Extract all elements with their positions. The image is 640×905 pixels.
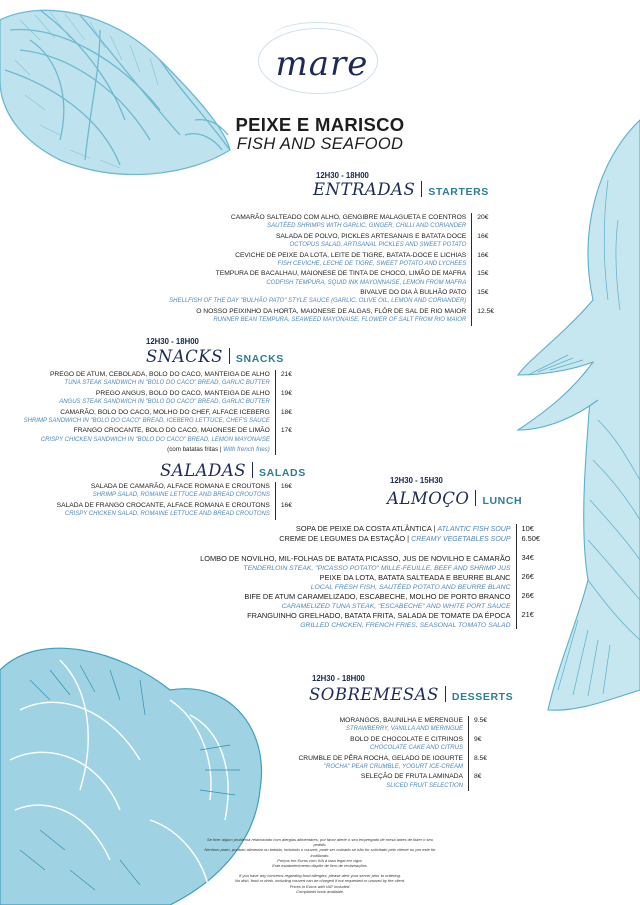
menu-item-en: FISH CEVICHE, LECHE DE TIGRE, SWEET POTATO AND LYCHEES bbox=[277, 260, 467, 267]
saladas-title-en: SALADS bbox=[259, 467, 306, 479]
menu-item-pt: O NOSSO PEIXINHO DA HORTA, MAIONESE DE ALGAS, FLÔR DE SAL DE RIO MAIOR bbox=[196, 307, 467, 315]
menu-item-pt: PREGO ANGUS, BOLO DO CACO, MANTEIGA DE ALHO bbox=[95, 389, 270, 397]
price: 8.5€ bbox=[473, 754, 487, 762]
divider bbox=[229, 348, 230, 364]
menu-item-en: TENDERLOIN STEAK, "PICASSO POTATO" MILLE-FEUILLE, BEEF AND SHRIMP JUS bbox=[243, 565, 511, 572]
price: 18€ bbox=[280, 408, 292, 416]
menu-item-en: RUNNER BEAN TEMPURA, SEAWEED MAYONAISE, FLOWER OF SALT FROM RIO MAIOR bbox=[213, 317, 467, 324]
page-title: PEIXE E MARISCO bbox=[235, 114, 405, 135]
menu-item-en: TUNA STEAK SANDWICH IN "BOLO DO CACO" BREAD, GARLIC BUTTER bbox=[64, 380, 270, 387]
almoco-title: ALMOÇO bbox=[387, 489, 470, 508]
saladas-title: SALADAS bbox=[160, 461, 247, 480]
footer-line: Prices in Euros with VAT included. bbox=[289, 883, 351, 889]
divider bbox=[445, 686, 446, 702]
soup-item: SOPA DE PEIXE DA COSTA ATLÂNTICA | ATLANTIC FISH SOUP bbox=[295, 524, 511, 533]
soup-item: CREME DE LEGUMES DA ESTAÇÃO | CREAMY VEGETABLES SOUP bbox=[279, 534, 511, 544]
menu-item-pt: CRUMBLE DE PÊRA ROCHA, GELADO DE IOGURTE bbox=[298, 754, 463, 762]
menu-item-pt: SALADA DE POLVO, PICKLES ARTESANAIS E BATATA DOCE bbox=[275, 232, 467, 240]
menu-item-en: CRISPY CHICKEN SALAD, ROMAINE LETTUCE AND BREAD CROUTONS bbox=[64, 511, 270, 517]
menu-item-pt: SALADA DE CAMARÃO, ALFACE ROMANA E CROUTONS bbox=[90, 483, 270, 490]
menu-item-en: SAUTÉED SHRIMPS WITH GARLIC, GINGER, CHILLI AND CORIANDER bbox=[267, 223, 467, 230]
snacks-title-en: SNACKS bbox=[235, 353, 284, 365]
entradas-title: ENTRADAS bbox=[313, 180, 416, 199]
sobremesas-list bbox=[298, 716, 487, 791]
menu-item-pt: CAMARÃO, BOLO DO CACO, MOLHO DO CHEF, ALFACE ICEBERG bbox=[60, 408, 270, 416]
price: 16€ bbox=[477, 251, 489, 259]
menu-item-en: CHOCOLATE CAKE AND CITRUS bbox=[369, 745, 463, 751]
price-column bbox=[275, 482, 292, 520]
item-names bbox=[57, 482, 270, 520]
entradas-list bbox=[169, 213, 494, 326]
menu-item-en: CODFISH TEMPURA, SQUID INK MAYONNAISE, LEMON FROM MAFRA bbox=[266, 279, 467, 286]
snacks-time: 12H30 - 18H00 bbox=[146, 337, 199, 346]
footer-line: Nenhum prato, produto alimentar ou bebida, incluindo o couvert, pode ser cobrado se não for solicitado pelo cliente ou por este for inutilizado. bbox=[204, 847, 436, 858]
page-subtitle: FISH AND SEAFOOD bbox=[236, 135, 404, 153]
footer-line: Complaints book available. bbox=[296, 888, 344, 894]
sobremesas-heading bbox=[309, 685, 513, 705]
menu-item-pt: MORANGOS, BAUNILHA E MERENGUE bbox=[339, 717, 463, 724]
menu-item-pt: PREGO DE ATUM, CEBOLADA, BOLO DO CACO, MANTEIGA DE ALHO bbox=[49, 371, 270, 378]
footer-line: Preços em Euros com IVA à taxa legal em vigor. bbox=[277, 857, 363, 863]
entradas-time: 12H30 - 18H00 bbox=[316, 171, 369, 180]
almoco-time: 12H30 - 15H30 bbox=[390, 476, 443, 485]
footer-line: Este estabelecimento dispõe de livro de reclamações. bbox=[272, 863, 368, 869]
menu-item-pt: SELEÇÃO DE FRUTA LAMINADA bbox=[360, 773, 463, 781]
menu-item-pt: BIFE DE ATUM CARAMELIZADO, ESCABECHE, MOLHO DE PORTO BRANCO bbox=[244, 592, 511, 602]
sobremesas-time: 12H30 - 18H00 bbox=[312, 674, 365, 683]
menu-item-pt: PEIXE DA LOTA, BATATA SALTEADA E BEURRE BLANC bbox=[319, 573, 511, 583]
price: 19€ bbox=[280, 389, 292, 397]
fish-illustration bbox=[478, 100, 640, 740]
footer-line: Se tiver algum problema relacionado com alergias alimentares, por favor alerte o seu empregado de mesa antes de fazer o seu pedido. bbox=[207, 837, 433, 848]
price-column bbox=[468, 716, 487, 791]
divider bbox=[421, 181, 422, 197]
menu-item-en: GRILLED CHICKEN, FRENCH FRIES, SEASONAL TOMATO SALAD bbox=[300, 622, 511, 629]
price: 20€ bbox=[477, 214, 489, 221]
footer-notice bbox=[200, 837, 440, 894]
divider bbox=[475, 490, 476, 506]
price-column bbox=[516, 524, 541, 629]
price: 21€ bbox=[280, 371, 292, 378]
item-names bbox=[298, 716, 463, 791]
almoco-heading bbox=[387, 489, 522, 509]
snacks-list bbox=[24, 370, 292, 455]
price: 21€ bbox=[521, 609, 534, 619]
almoco-title-en: LUNCH bbox=[482, 495, 523, 507]
fries-note: (com batatas fritas | With french fries) bbox=[167, 446, 270, 454]
sobremesas-title-en: DESSERTS bbox=[451, 691, 514, 703]
menu-item-pt: SALADA DE FRANGO CROCANTE, ALFACE ROMANA E CROUTONS bbox=[56, 501, 270, 509]
footer-line: No dish, food or drink, including couvert can be charged if not requested or unused by the client. bbox=[234, 878, 406, 884]
price: 26€ bbox=[521, 590, 534, 600]
menu-item-pt: LOMBO DE NOVILHO, MIL-FOLHAS DE BATATA PICASSO, JUS DE NOVILHO E CAMARÃO bbox=[200, 554, 511, 564]
price: 6.50€ bbox=[521, 533, 540, 543]
price-column bbox=[275, 370, 292, 455]
price: 15€ bbox=[477, 289, 489, 297]
menu-item-en: SHELLFISH OF THE DAY "BULHÃO PATO" STYLE SAUCE (GARLIC, OLIVE OIL, LEMON AND CORIANDER) bbox=[169, 298, 467, 305]
price: 16€ bbox=[280, 483, 292, 490]
conch-shell-illustration bbox=[0, 0, 240, 200]
price: 16€ bbox=[477, 232, 489, 240]
menu-item-pt: TEMPURA DE BACALHAU, MAIONESE DE TINTA DE CHOCO, LIMÃO DE MAFRA bbox=[215, 270, 467, 278]
logo: mare bbox=[275, 44, 369, 84]
menu-item-pt: CAMARÃO SALTEADO COM ALHO, GENGIBRE MALAGUETA E COENTROS bbox=[230, 214, 467, 221]
price: 8€ bbox=[473, 773, 482, 781]
menu-item-pt: BIVALVE DO DIA À BULHÃO PATO bbox=[360, 289, 467, 297]
menu-item-pt: BOLO DE CHOCOLATE E CITRINOS bbox=[350, 735, 463, 743]
menu-item-en: "ROCHA" PEAR CRUMBLE, YOGURT ICE-CREAM bbox=[323, 763, 463, 770]
item-names bbox=[24, 370, 270, 455]
menu-item-pt: FRANGO CROCANTE, BOLO DO CACO, MAIONESE DE LIMÃO bbox=[73, 427, 270, 435]
price: 34€ bbox=[521, 552, 534, 562]
snacks-title: SNACKS bbox=[146, 347, 223, 366]
menu-item-pt: CEVICHE DE PEIXE DA LOTA, LEITE DE TIGRE, BATATA-DOCE E LICHIAS bbox=[235, 251, 467, 259]
menu-item-pt: FRANGUINHO GRELHADO, BATATA FRITA, SALADA DE TOMATE DA ÉPOCA bbox=[247, 611, 511, 621]
entradas-heading bbox=[313, 180, 489, 200]
price: 9€ bbox=[473, 735, 482, 743]
entradas-title-en: STARTERS bbox=[428, 186, 489, 198]
price: 9.5€ bbox=[473, 717, 487, 724]
snacks-heading bbox=[146, 347, 284, 367]
price: 15€ bbox=[477, 270, 489, 278]
menu-item-en: SHRIMP SALAD, ROMAINE LETTUCE AND BREAD CROUTONS bbox=[92, 492, 270, 499]
price: 10€ bbox=[521, 524, 534, 533]
price: 26€ bbox=[521, 571, 534, 581]
price-column bbox=[471, 213, 494, 326]
sobremesas-title: SOBREMESAS bbox=[309, 685, 439, 704]
saladas-list bbox=[57, 482, 292, 520]
menu-item-en: ANGUS STEAK SANDWICH IN "BOLO DO CACO" BREAD, GARLIC BUTTER bbox=[59, 399, 270, 405]
divider bbox=[252, 462, 253, 478]
menu-item-en: OCTOPUS SALAD, ARTISANAL PICKLES AND SWEET POTATO bbox=[289, 242, 467, 248]
menu-item-en: STRAWBERRY, VANILLA AND MERINGUE bbox=[345, 726, 463, 733]
menu-item-en: SHRIMP SANDWICH IN "BOLO DO CACO" BREAD, ICEBERG LETTUCE, CHEF'S SAUCE bbox=[23, 417, 270, 424]
menu-item-en: SLICED FRUIT SELECTION bbox=[386, 782, 463, 789]
menu-item-en: LOCAL FRESH FISH, SAUTÉED POTATO AND BEURRE BLANC bbox=[310, 584, 511, 591]
item-names bbox=[169, 213, 466, 326]
menu-item-en: CRISPY CHICKEN SANDWICH IN "BOLO DO CACO" BREAD, LEMON MAYONAISE bbox=[40, 436, 270, 443]
price: 12.5€ bbox=[477, 307, 494, 315]
footer-line: If you have any concerns regarding food allergies, please alert your server prior to ordering. bbox=[239, 873, 401, 879]
almoco-list bbox=[200, 524, 540, 630]
price: 16€ bbox=[280, 501, 292, 509]
item-names bbox=[200, 524, 510, 630]
saladas-heading bbox=[160, 461, 306, 481]
menu-item-en: CARAMELIZED TUNA STEAK, "ESCABECHE" AND WHITE PORT SAUCE bbox=[281, 603, 511, 610]
price: 17€ bbox=[280, 427, 292, 435]
